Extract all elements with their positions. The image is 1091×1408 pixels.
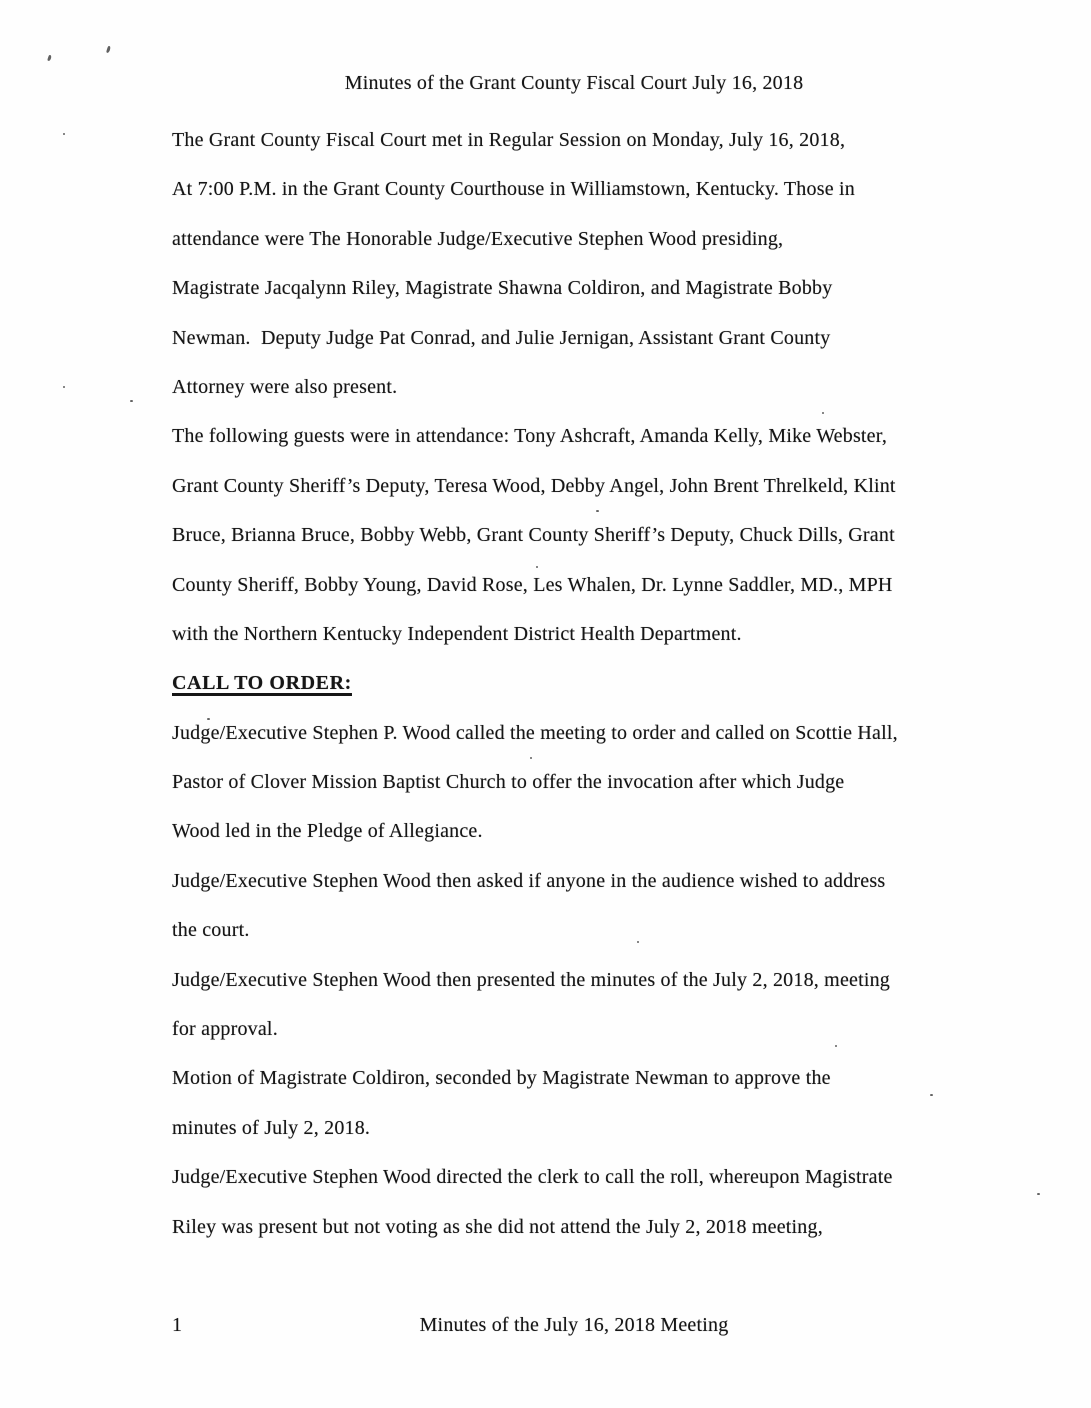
- document-line: Magistrate Jacqalynn Riley, Magistrate Shawna Coldiron, and Magistrate Bobby: [172, 277, 833, 300]
- document-body: [172, 116, 1031, 1252]
- document-line: The following guests were in attendance: Tony Ashcraft, Amanda Kelly, Mike Webster,: [172, 425, 888, 448]
- document-line: Judge/Executive Stephen Wood directed the clerk to call the roll, whereupon Magistrate: [172, 1166, 893, 1189]
- document-line: The Grant County Fiscal Court met in Regular Session on Monday, July 16, 2018,: [172, 129, 846, 151]
- document-line: Attorney were also present.: [172, 375, 398, 398]
- document-line: Newman. Deputy Judge Pat Conrad, and Julie Jernigan, Assistant Grant County: [172, 326, 831, 349]
- document-line: Motion of Magistrate Coldiron, seconded by Magistrate Newman to approve the: [172, 1067, 831, 1090]
- page-number: 1: [172, 1314, 183, 1336]
- document-line: At 7:00 P.M. in the Grant County Courthouse in Williamstown, Kentucky. Those in: [172, 178, 855, 201]
- document-line: attendance were The Honorable Judge/Executive Stephen Wood presiding,: [172, 227, 784, 250]
- section-heading: CALL TO ORDER:: [172, 672, 352, 695]
- document-line: County Sheriff, Bobby Young, David Rose, Les Whalen, Dr. Lynne Saddler, MD., MPH: [172, 573, 893, 596]
- document-line: for approval.: [172, 1018, 278, 1041]
- scan-artifact: [47, 55, 52, 62]
- scan-artifact: [106, 46, 111, 54]
- document-line: Bruce, Brianna Bruce, Bobby Webb, Grant County Sheriff’s Deputy, Chuck Dills, Grant: [172, 524, 895, 547]
- scan-artifact: [63, 133, 65, 135]
- document-line: the court.: [172, 919, 250, 942]
- scan-artifact: [1037, 1193, 1040, 1195]
- document-line: Wood led in the Pledge of Allegiance.: [172, 820, 483, 843]
- document-line: Grant County Sheriff’s Deputy, Teresa Wood, Debby Angel, John Brent Threlkeld, Klint: [172, 474, 896, 497]
- document-title: Minutes of the Grant County Fiscal Court July 16, 2018: [344, 72, 804, 94]
- footer-title: Minutes of the July 16, 2018 Meeting: [419, 1314, 729, 1336]
- document-line: Judge/Executive Stephen Wood then asked if anyone in the audience wished to address: [172, 869, 886, 892]
- document-line: Judge/Executive Stephen Wood then presented the minutes of the July 2, 2018, meeting: [172, 968, 891, 991]
- scan-artifact: [130, 400, 133, 402]
- document-line: Riley was present but not voting as she did not attend the July 2, 2018 meeting,: [172, 1215, 823, 1238]
- document-footer: [172, 1305, 976, 1345]
- document-line: with the Northern Kentucky Independent District Health Department.: [172, 622, 742, 645]
- document-line: Pastor of Clover Mission Baptist Church to offer the invocation after which Judge: [172, 771, 845, 794]
- document-line: Judge/Executive Stephen P. Wood called the meeting to order and called on Scottie Hall,: [172, 721, 898, 744]
- scan-artifact: [63, 386, 65, 388]
- document-line: minutes of July 2, 2018.: [172, 1116, 371, 1139]
